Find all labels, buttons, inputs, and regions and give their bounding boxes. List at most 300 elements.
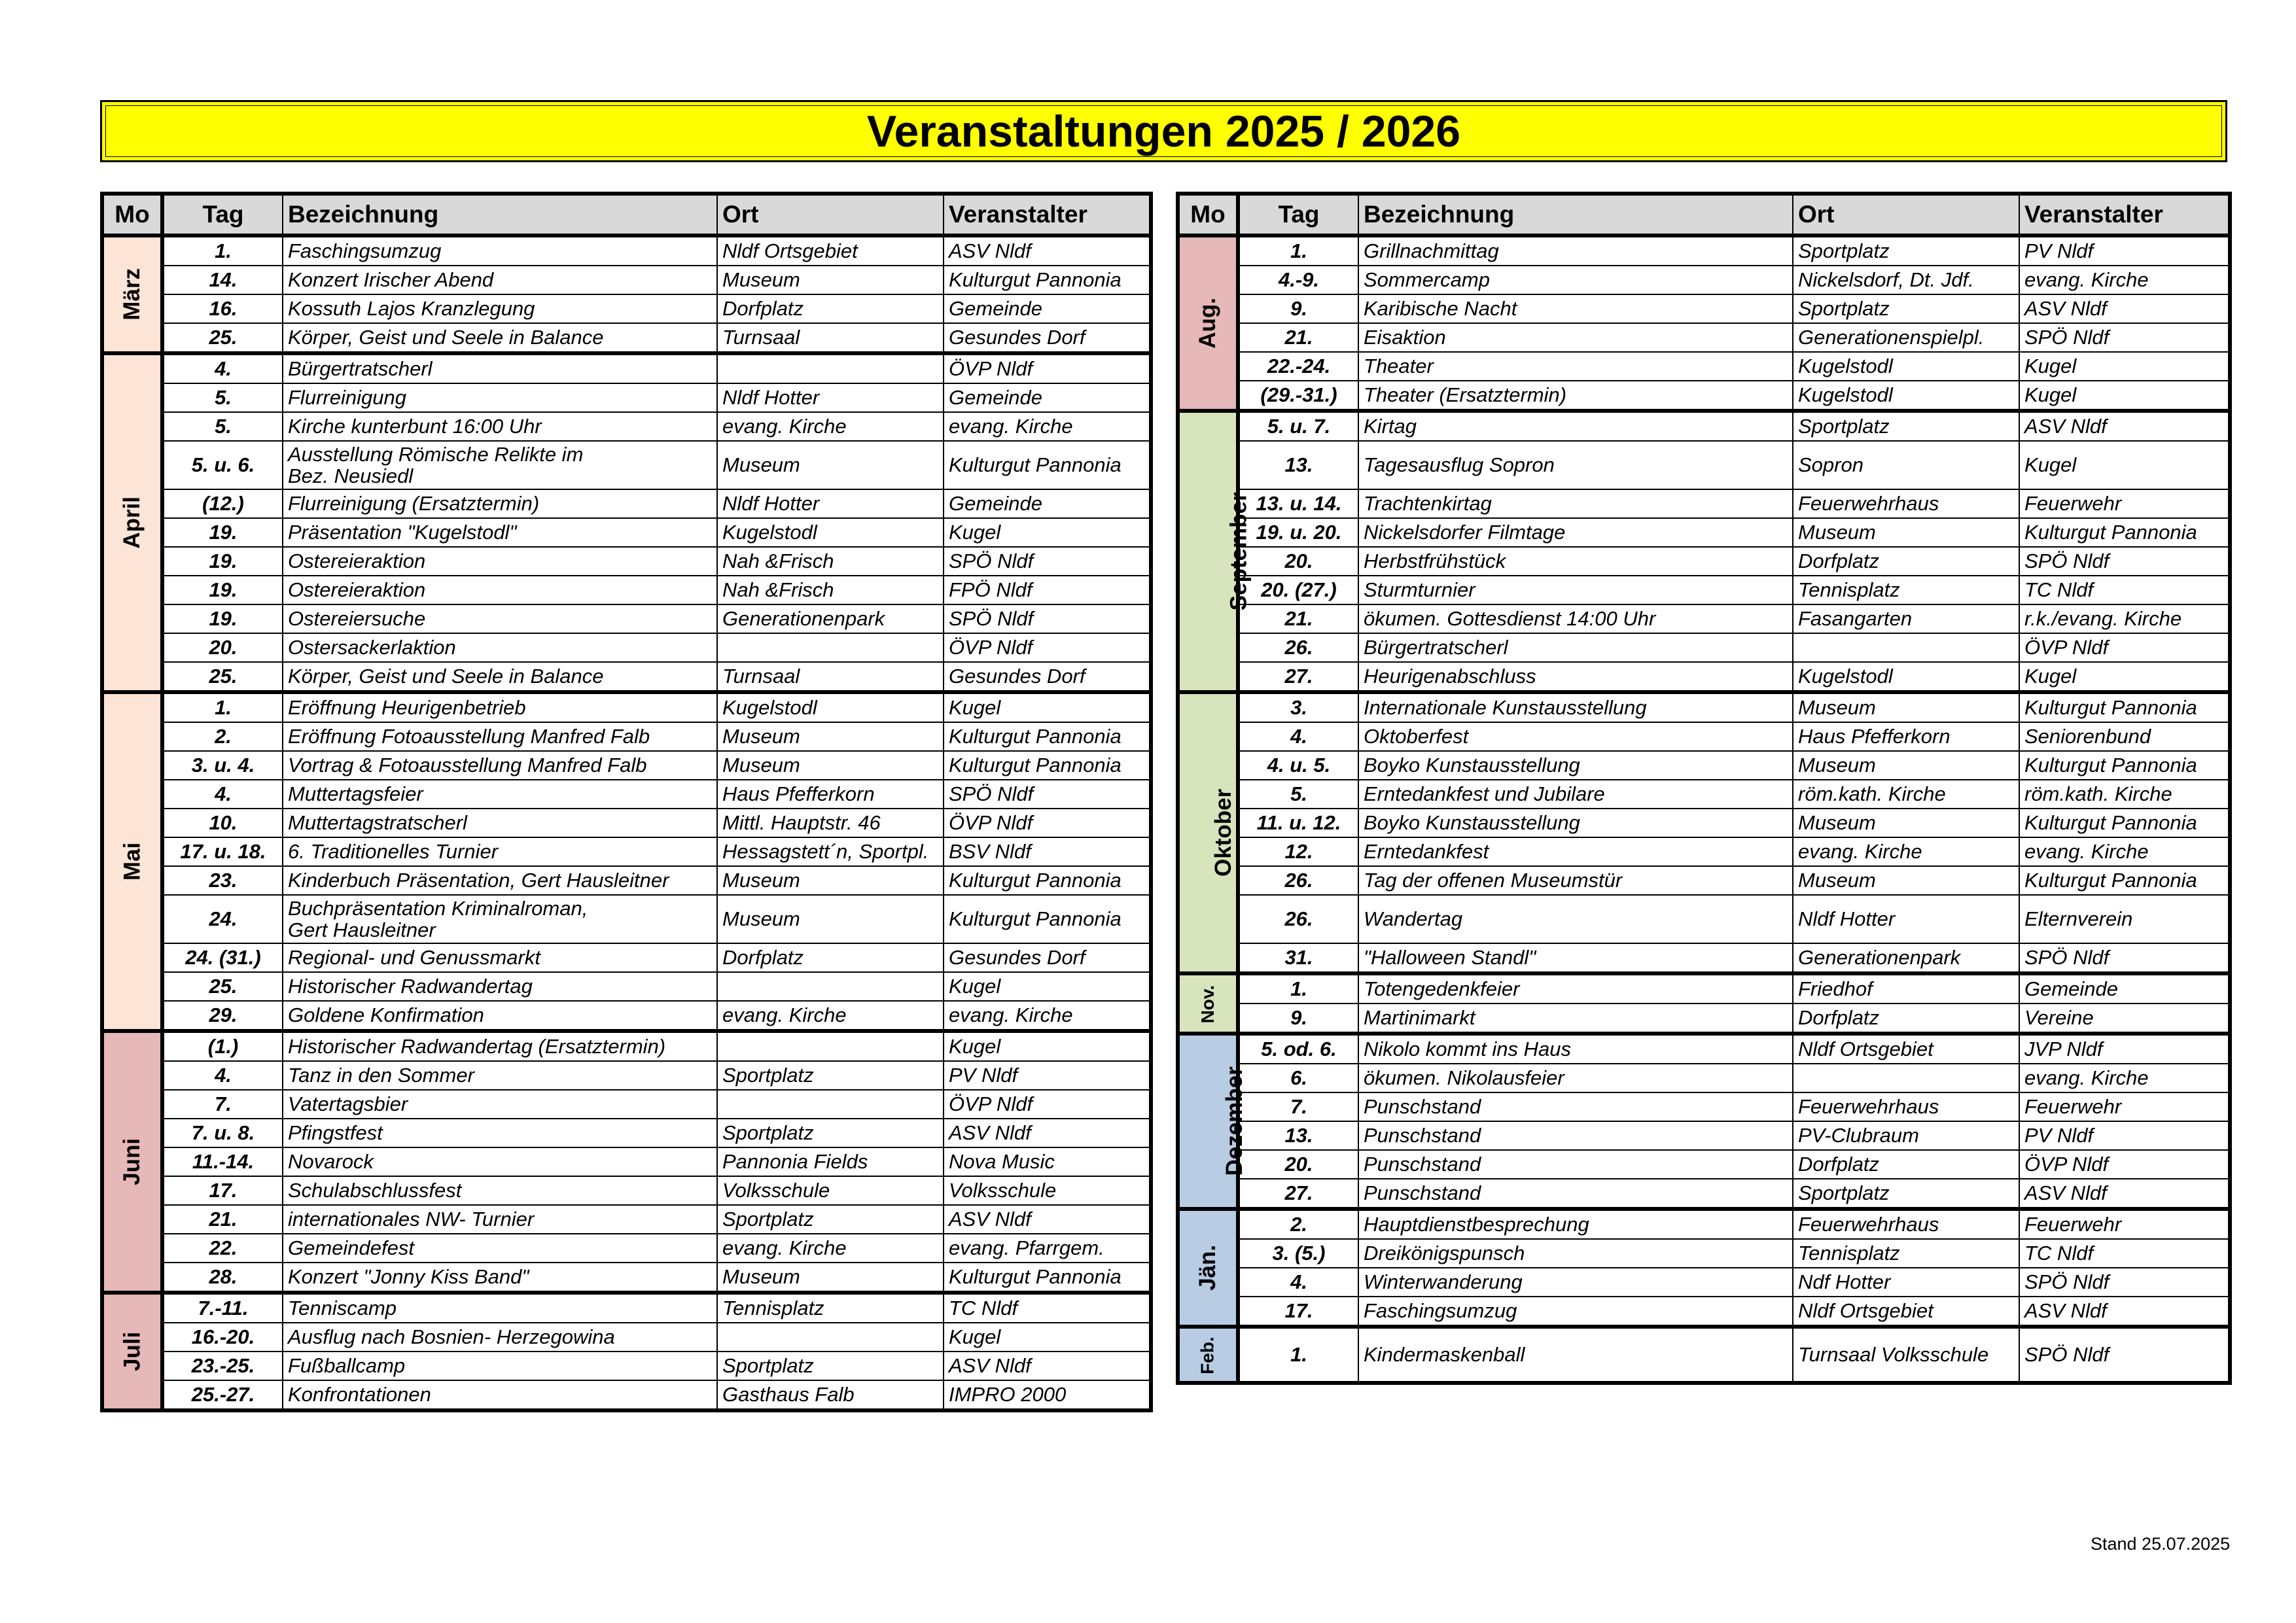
event-name-cell: Tagesausflug Sopron <box>1358 441 1793 489</box>
location-cell: Nldf Hotter <box>1793 895 2019 943</box>
event-name-cell: Dreikönigspunsch <box>1358 1239 1793 1268</box>
event-name-cell: Martinimarkt <box>1358 1003 1793 1034</box>
event-name-cell: Erntedankfest und Jubilare <box>1358 780 1793 809</box>
organizer-cell: ÖVP Nldf <box>944 809 1151 837</box>
organizer-cell: Seniorenbund <box>2019 722 2230 751</box>
month-label: Juli <box>119 1331 145 1372</box>
event-name-cell: Eröffnung Fotoausstellung Manfred Falb <box>283 722 717 751</box>
day-cell: 1. <box>1238 973 1358 1003</box>
event-name-cell: Novarock <box>283 1147 717 1176</box>
month-label: Jän. <box>1195 1244 1221 1291</box>
month-cell <box>102 1031 162 1293</box>
day-cell: 29. <box>162 1001 283 1031</box>
organizer-cell: ÖVP Nldf <box>2019 633 2230 662</box>
day-cell: 9. <box>1238 294 1358 323</box>
location-cell: Nldf Ortsgebiet <box>717 236 944 266</box>
event-name-cell: Ostereieraktion <box>283 576 717 604</box>
day-cell: 6. <box>1238 1064 1358 1092</box>
location-cell: Friedhof <box>1793 973 2019 1003</box>
location-cell <box>717 633 944 662</box>
organizer-cell: Kugel <box>2019 352 2230 381</box>
day-cell: 24. (31.) <box>162 943 283 972</box>
table-row <box>1178 1209 2230 1239</box>
location-cell: Sportplatz <box>717 1352 944 1380</box>
header-mo: Mo <box>1178 194 1238 236</box>
location-cell <box>717 1031 944 1061</box>
event-name-cell: Muttertagsfeier <box>283 780 717 809</box>
header-row <box>102 194 1151 236</box>
organizer-cell: Kulturgut Pannonia <box>944 1263 1151 1293</box>
event-name-cell: Faschingsumzug <box>1358 1297 1793 1327</box>
location-cell: Generationenspielpl. <box>1793 323 2019 352</box>
event-name-cell: Ostereiersuche <box>283 604 717 633</box>
organizer-cell: TC Nldf <box>2019 1239 2230 1268</box>
table-row <box>102 383 1151 412</box>
location-cell: Feuerwehrhaus <box>1793 1209 2019 1239</box>
header-row <box>1178 194 2230 236</box>
day-cell: 21. <box>1238 323 1358 352</box>
table-row <box>1178 943 2230 973</box>
table-row <box>1178 1064 2230 1092</box>
organizer-cell: ASV Nldf <box>2019 1297 2230 1327</box>
organizer-cell: Gemeinde <box>944 383 1151 412</box>
event-name-cell: Präsentation "Kugelstodl" <box>283 518 717 547</box>
location-cell: Dorfplatz <box>1793 1150 2019 1179</box>
event-name-cell: Flurreinigung <box>283 383 717 412</box>
organizer-cell: Kulturgut Pannonia <box>944 751 1151 780</box>
event-name-cell: Schulabschlussfest <box>283 1176 717 1205</box>
organizer-cell: Kugel <box>944 1031 1151 1061</box>
table-row <box>102 1205 1151 1234</box>
table-row <box>1178 1092 2230 1121</box>
event-name-cell: Faschingsumzug <box>283 236 717 266</box>
day-cell: 1. <box>1238 236 1358 266</box>
organizer-cell: SPÖ Nldf <box>944 780 1151 809</box>
location-cell: evang. Kirche <box>1793 837 2019 866</box>
day-cell: 17. <box>1238 1297 1358 1327</box>
day-cell: 4. <box>1238 722 1358 751</box>
table-row <box>1178 411 2230 441</box>
event-name-cell: Tenniscamp <box>283 1293 717 1323</box>
day-cell: 25. <box>162 972 283 1001</box>
day-cell: 2. <box>162 722 283 751</box>
month-cell <box>1178 973 1238 1034</box>
event-name-cell: Konzert Irischer Abend <box>283 266 717 294</box>
event-name-cell: Eröffnung Heurigenbetrieb <box>283 692 717 722</box>
day-cell: 27. <box>1238 1179 1358 1209</box>
table-row <box>1178 352 2230 381</box>
day-cell: 13. <box>1238 1121 1358 1150</box>
event-name-cell: Konfrontationen <box>283 1380 717 1410</box>
event-name-cell: Historischer Radwandertag <box>283 972 717 1001</box>
event-name-cell: Punschstand <box>1358 1179 1793 1209</box>
day-cell: 7. <box>162 1090 283 1119</box>
table-row <box>102 1176 1151 1205</box>
organizer-cell: JVP Nldf <box>2019 1034 2230 1064</box>
day-cell: 25. <box>162 323 283 353</box>
location-cell: Kugelstodl <box>1793 352 2019 381</box>
day-cell: 5. <box>162 412 283 441</box>
day-cell: 11.-14. <box>162 1147 283 1176</box>
location-cell: Museum <box>1793 518 2019 547</box>
day-cell: 1. <box>162 236 283 266</box>
location-cell: Nldf Ortsgebiet <box>1793 1034 2019 1064</box>
organizer-cell: r.k./evang. Kirche <box>2019 604 2230 633</box>
organizer-cell: Kulturgut Pannonia <box>2019 751 2230 780</box>
event-name-cell: 6. Traditionelles Turnier <box>283 837 717 866</box>
table-row <box>1178 1034 2230 1064</box>
location-cell: Museum <box>717 441 944 489</box>
day-cell: 5. u. 7. <box>1238 411 1358 441</box>
event-name-cell: Wandertag <box>1358 895 1793 943</box>
day-cell: 26. <box>1238 866 1358 895</box>
location-cell: Tennisplatz <box>717 1293 944 1323</box>
event-name-cell: Erntedankfest <box>1358 837 1793 866</box>
day-cell: 21. <box>162 1205 283 1234</box>
header-bezeichnung: Bezeichnung <box>283 194 717 236</box>
location-cell: Sportplatz <box>1793 1179 2019 1209</box>
location-cell: Nldf Hotter <box>717 383 944 412</box>
table-row <box>1178 294 2230 323</box>
table-row <box>1178 1179 2230 1209</box>
location-cell: Dorfplatz <box>1793 1003 2019 1034</box>
month-cell <box>102 236 162 353</box>
event-name-cell: Kindermaskenball <box>1358 1327 1793 1383</box>
table-row <box>1178 692 2230 722</box>
table-row <box>102 780 1151 809</box>
location-cell: Generationenpark <box>717 604 944 633</box>
location-cell: Haus Pfefferkorn <box>717 780 944 809</box>
organizer-cell: Kulturgut Pannonia <box>2019 518 2230 547</box>
header-tag: Tag <box>1238 194 1358 236</box>
organizer-cell: Nova Music <box>944 1147 1151 1176</box>
event-name-cell: Oktoberfest <box>1358 722 1793 751</box>
day-cell: 7. u. 8. <box>162 1119 283 1147</box>
table-row <box>102 412 1151 441</box>
organizer-cell: SPÖ Nldf <box>2019 1327 2230 1383</box>
organizer-cell: Kugel <box>944 518 1151 547</box>
location-cell: Dorfplatz <box>717 294 944 323</box>
table-row <box>1178 381 2230 411</box>
organizer-cell: Gemeinde <box>944 489 1151 518</box>
month-label: Juni <box>119 1138 145 1185</box>
location-cell: Tennisplatz <box>1793 1239 2019 1268</box>
event-name-cell: Ausflug nach Bosnien- Herzegowina <box>283 1323 717 1352</box>
location-cell: Sportplatz <box>717 1061 944 1090</box>
location-cell: Feuerwehrhaus <box>1793 1092 2019 1121</box>
organizer-cell: ASV Nldf <box>2019 1179 2230 1209</box>
location-cell: Nah &Frisch <box>717 547 944 576</box>
organizer-cell: evang. Pfarrgem. <box>944 1234 1151 1263</box>
day-cell: 20. <box>1238 547 1358 576</box>
day-cell: 20. <box>1238 1150 1358 1179</box>
table-row <box>102 1234 1151 1263</box>
organizer-cell: SPÖ Nldf <box>2019 943 2230 973</box>
organizer-cell: Kulturgut Pannonia <box>944 895 1151 943</box>
organizer-cell: SPÖ Nldf <box>2019 1268 2230 1297</box>
location-cell: Museum <box>717 751 944 780</box>
day-cell: 16. <box>162 294 283 323</box>
organizer-cell: Gemeinde <box>2019 973 2230 1003</box>
day-cell: 5. <box>1238 780 1358 809</box>
event-name-cell: "Halloween Standl" <box>1358 943 1793 973</box>
organizer-cell: Kugel <box>2019 381 2230 411</box>
day-cell: 5. <box>162 383 283 412</box>
location-cell <box>1793 1064 2019 1092</box>
day-cell: 19. <box>162 518 283 547</box>
day-cell: 4. <box>162 1061 283 1090</box>
location-cell: Museum <box>717 266 944 294</box>
organizer-cell: ASV Nldf <box>944 1352 1151 1380</box>
month-label: April <box>119 497 145 549</box>
event-name-cell: Punschstand <box>1358 1121 1793 1150</box>
table-row <box>102 1147 1151 1176</box>
day-cell: 22. <box>162 1234 283 1263</box>
location-cell: Nickelsdorf, Dt. Jdf. <box>1793 266 2019 294</box>
month-cell <box>1178 692 1238 973</box>
day-cell: 2. <box>1238 1209 1358 1239</box>
day-cell: 17. <box>162 1176 283 1205</box>
table-row <box>1178 722 2230 751</box>
event-name-cell: Vortrag & Fotoausstellung Manfred Falb <box>283 751 717 780</box>
table-row <box>1178 866 2230 895</box>
table-row <box>1178 236 2230 266</box>
day-cell: 9. <box>1238 1003 1358 1034</box>
location-cell: Fasangarten <box>1793 604 2019 633</box>
header-mo: Mo <box>102 194 162 236</box>
month-label: März <box>119 268 145 321</box>
event-name-cell: Fußballcamp <box>283 1352 717 1380</box>
table-row <box>102 751 1151 780</box>
day-cell: 27. <box>1238 662 1358 692</box>
location-cell: Turnsaal <box>717 662 944 692</box>
location-cell: Kugelstodl <box>1793 662 2019 692</box>
location-cell: Pannonia Fields <box>717 1147 944 1176</box>
day-cell: 19. <box>162 576 283 604</box>
header-veranstalter: Veranstalter <box>944 194 1151 236</box>
location-cell: Hessagstett´n, Sportpl. <box>717 837 944 866</box>
event-name-cell: Körper, Geist und Seele in Balance <box>283 323 717 353</box>
event-name-cell: Herbstfrühstück <box>1358 547 1793 576</box>
table-row <box>102 236 1151 266</box>
location-cell: Museum <box>717 1263 944 1293</box>
table-row <box>102 1380 1151 1410</box>
location-cell: Turnsaal <box>717 323 944 353</box>
event-name-cell: Karibische Nacht <box>1358 294 1793 323</box>
day-cell: 10. <box>162 809 283 837</box>
table-row <box>1178 323 2230 352</box>
organizer-cell: Kulturgut Pannonia <box>2019 809 2230 837</box>
organizer-cell: Gesundes Dorf <box>944 943 1151 972</box>
organizer-cell: Elternverein <box>2019 895 2230 943</box>
table-row <box>1178 604 2230 633</box>
organizer-cell: Kulturgut Pannonia <box>944 722 1151 751</box>
table-row <box>102 294 1151 323</box>
table-row <box>102 266 1151 294</box>
organizer-cell: ASV Nldf <box>944 1205 1151 1234</box>
location-cell: Turnsaal Volksschule <box>1793 1327 2019 1383</box>
event-name-cell: Tanz in den Sommer <box>283 1061 717 1090</box>
day-cell: 22.-24. <box>1238 352 1358 381</box>
table-row <box>102 866 1151 895</box>
month-label: Aug. <box>1195 298 1221 349</box>
location-cell: PV-Clubraum <box>1793 1121 2019 1150</box>
location-cell: Generationenpark <box>1793 943 2019 973</box>
day-cell: 11. u. 12. <box>1238 809 1358 837</box>
organizer-cell: TC Nldf <box>944 1293 1151 1323</box>
organizer-cell: ÖVP Nldf <box>944 1090 1151 1119</box>
table-row <box>1178 1327 2230 1383</box>
location-cell: Kugelstodl <box>1793 381 2019 411</box>
day-cell: 4. u. 5. <box>1238 751 1358 780</box>
event-name-cell: Gemeindefest <box>283 1234 717 1263</box>
event-name-cell: Historischer Radwandertag (Ersatztermin) <box>283 1031 717 1061</box>
table-row <box>102 1352 1151 1380</box>
day-cell: (1.) <box>162 1031 283 1061</box>
event-name-cell: Ostereieraktion <box>283 547 717 576</box>
organizer-cell: Kugel <box>944 692 1151 722</box>
day-cell: 4. <box>162 780 283 809</box>
organizer-cell: ASV Nldf <box>2019 411 2230 441</box>
table-row <box>1178 266 2230 294</box>
day-cell: (12.) <box>162 489 283 518</box>
day-cell: 25.-27. <box>162 1380 283 1410</box>
day-cell: 7.-11. <box>162 1293 283 1323</box>
day-cell: 13. u. 14. <box>1238 489 1358 518</box>
table-row <box>1178 751 2230 780</box>
organizer-cell: röm.kath. Kirche <box>2019 780 2230 809</box>
organizer-cell: Kugel <box>2019 662 2230 692</box>
table-row <box>1178 1239 2230 1268</box>
organizer-cell: evang. Kirche <box>2019 266 2230 294</box>
location-cell: evang. Kirche <box>717 1001 944 1031</box>
location-cell: Museum <box>717 722 944 751</box>
day-cell: 1. <box>162 692 283 722</box>
location-cell: Sportplatz <box>717 1119 944 1147</box>
location-cell: Museum <box>717 895 944 943</box>
organizer-cell: IMPRO 2000 <box>944 1380 1151 1410</box>
day-cell: 12. <box>1238 837 1358 866</box>
month-cell <box>102 353 162 692</box>
table-row <box>1178 837 2230 866</box>
event-name-cell: Kirtag <box>1358 411 1793 441</box>
event-name-cell: ökumen. Gottesdienst 14:00 Uhr <box>1358 604 1793 633</box>
table-row <box>102 441 1151 489</box>
month-label: Oktober <box>1210 788 1237 877</box>
table-row <box>1178 973 2230 1003</box>
organizer-cell: PV Nldf <box>944 1061 1151 1090</box>
location-cell: Museum <box>1793 866 2019 895</box>
table-row <box>102 809 1151 837</box>
location-cell: Museum <box>1793 809 2019 837</box>
table-row <box>1178 662 2230 692</box>
event-name-cell: Goldene Konfirmation <box>283 1001 717 1031</box>
location-cell: Sportplatz <box>1793 294 2019 323</box>
day-cell: 3. <box>1238 692 1358 722</box>
location-cell: evang. Kirche <box>717 412 944 441</box>
month-cell <box>1178 1327 1238 1383</box>
header-ort: Ort <box>717 194 944 236</box>
event-name-cell: Trachtenkirtag <box>1358 489 1793 518</box>
table-row <box>1178 895 2230 943</box>
event-name-cell: Regional- und Genussmarkt <box>283 943 717 972</box>
organizer-cell: evang. Kirche <box>2019 837 2230 866</box>
table-row <box>102 1263 1151 1293</box>
event-name-cell: Boyko Kunstausstellung <box>1358 809 1793 837</box>
location-cell <box>717 1090 944 1119</box>
location-cell: evang. Kirche <box>717 1234 944 1263</box>
table-row <box>1178 576 2230 604</box>
event-name-cell: Muttertagstratscherl <box>283 809 717 837</box>
event-name-cell: Boyko Kunstausstellung <box>1358 751 1793 780</box>
table-row <box>1178 1268 2230 1297</box>
location-cell: Dorfplatz <box>717 943 944 972</box>
month-cell <box>1178 411 1252 692</box>
day-cell: 20. (27.) <box>1238 576 1358 604</box>
month-label: September <box>1226 492 1252 611</box>
event-name-cell: Theater (Ersatztermin) <box>1358 381 1793 411</box>
organizer-cell: ÖVP Nldf <box>944 353 1151 383</box>
organizer-cell: Feuerwehr <box>2019 1209 2230 1239</box>
organizer-cell: BSV Nldf <box>944 837 1151 866</box>
events-table-right <box>1176 192 2232 1385</box>
table-row <box>102 1119 1151 1147</box>
month-cell <box>1178 1209 1238 1327</box>
table-row <box>102 604 1151 633</box>
organizer-cell: Kugel <box>944 972 1151 1001</box>
organizer-cell: FPÖ Nldf <box>944 576 1151 604</box>
event-name-cell: Vatertagsbier <box>283 1090 717 1119</box>
page-title: Veranstaltungen 2025 / 2026 <box>866 106 1461 156</box>
organizer-cell: Feuerwehr <box>2019 1092 2230 1121</box>
organizer-cell: evang. Kirche <box>944 1001 1151 1031</box>
event-name-cell: Punschstand <box>1358 1150 1793 1179</box>
event-name-cell: Bürgertratscherl <box>283 353 717 383</box>
location-cell: Nldf Hotter <box>717 489 944 518</box>
event-name-cell: Heurigenabschluss <box>1358 662 1793 692</box>
day-cell: 20. <box>162 633 283 662</box>
event-name-cell: Kossuth Lajos Kranzlegung <box>283 294 717 323</box>
event-name-cell: internationales NW- Turnier <box>283 1205 717 1234</box>
location-cell: Mittl. Hauptstr. 46 <box>717 809 944 837</box>
event-name-cell: Kinderbuch Präsentation, Gert Hausleitner <box>283 866 717 895</box>
header-veranstalter: Veranstalter <box>2019 194 2230 236</box>
day-cell: 19. <box>162 604 283 633</box>
organizer-cell: Kulturgut Pannonia <box>2019 692 2230 722</box>
table-row <box>102 837 1151 866</box>
location-cell: röm.kath. Kirche <box>1793 780 2019 809</box>
event-name-cell: Flurreinigung (Ersatztermin) <box>283 489 717 518</box>
day-cell: 25. <box>162 662 283 692</box>
day-cell: 19. u. 20. <box>1238 518 1358 547</box>
stand-date: Stand 25.07.2025 <box>2091 1534 2231 1554</box>
organizer-cell: TC Nldf <box>2019 576 2230 604</box>
month-label: Nov. <box>1197 985 1218 1024</box>
event-name-cell: Internationale Kunstausstellung <box>1358 692 1793 722</box>
table-row <box>1178 809 2230 837</box>
organizer-cell: ASV Nldf <box>2019 294 2230 323</box>
day-cell: 7. <box>1238 1092 1358 1121</box>
day-cell: 4.-9. <box>1238 266 1358 294</box>
day-cell: 28. <box>162 1263 283 1293</box>
organizer-cell: Gesundes Dorf <box>944 662 1151 692</box>
month-cell <box>1178 1034 1247 1209</box>
location-cell: Museum <box>717 866 944 895</box>
day-cell: 26. <box>1238 895 1358 943</box>
organizer-cell: SPÖ Nldf <box>944 547 1151 576</box>
organizer-cell: ASV Nldf <box>944 236 1151 266</box>
table-row <box>1178 441 2230 489</box>
